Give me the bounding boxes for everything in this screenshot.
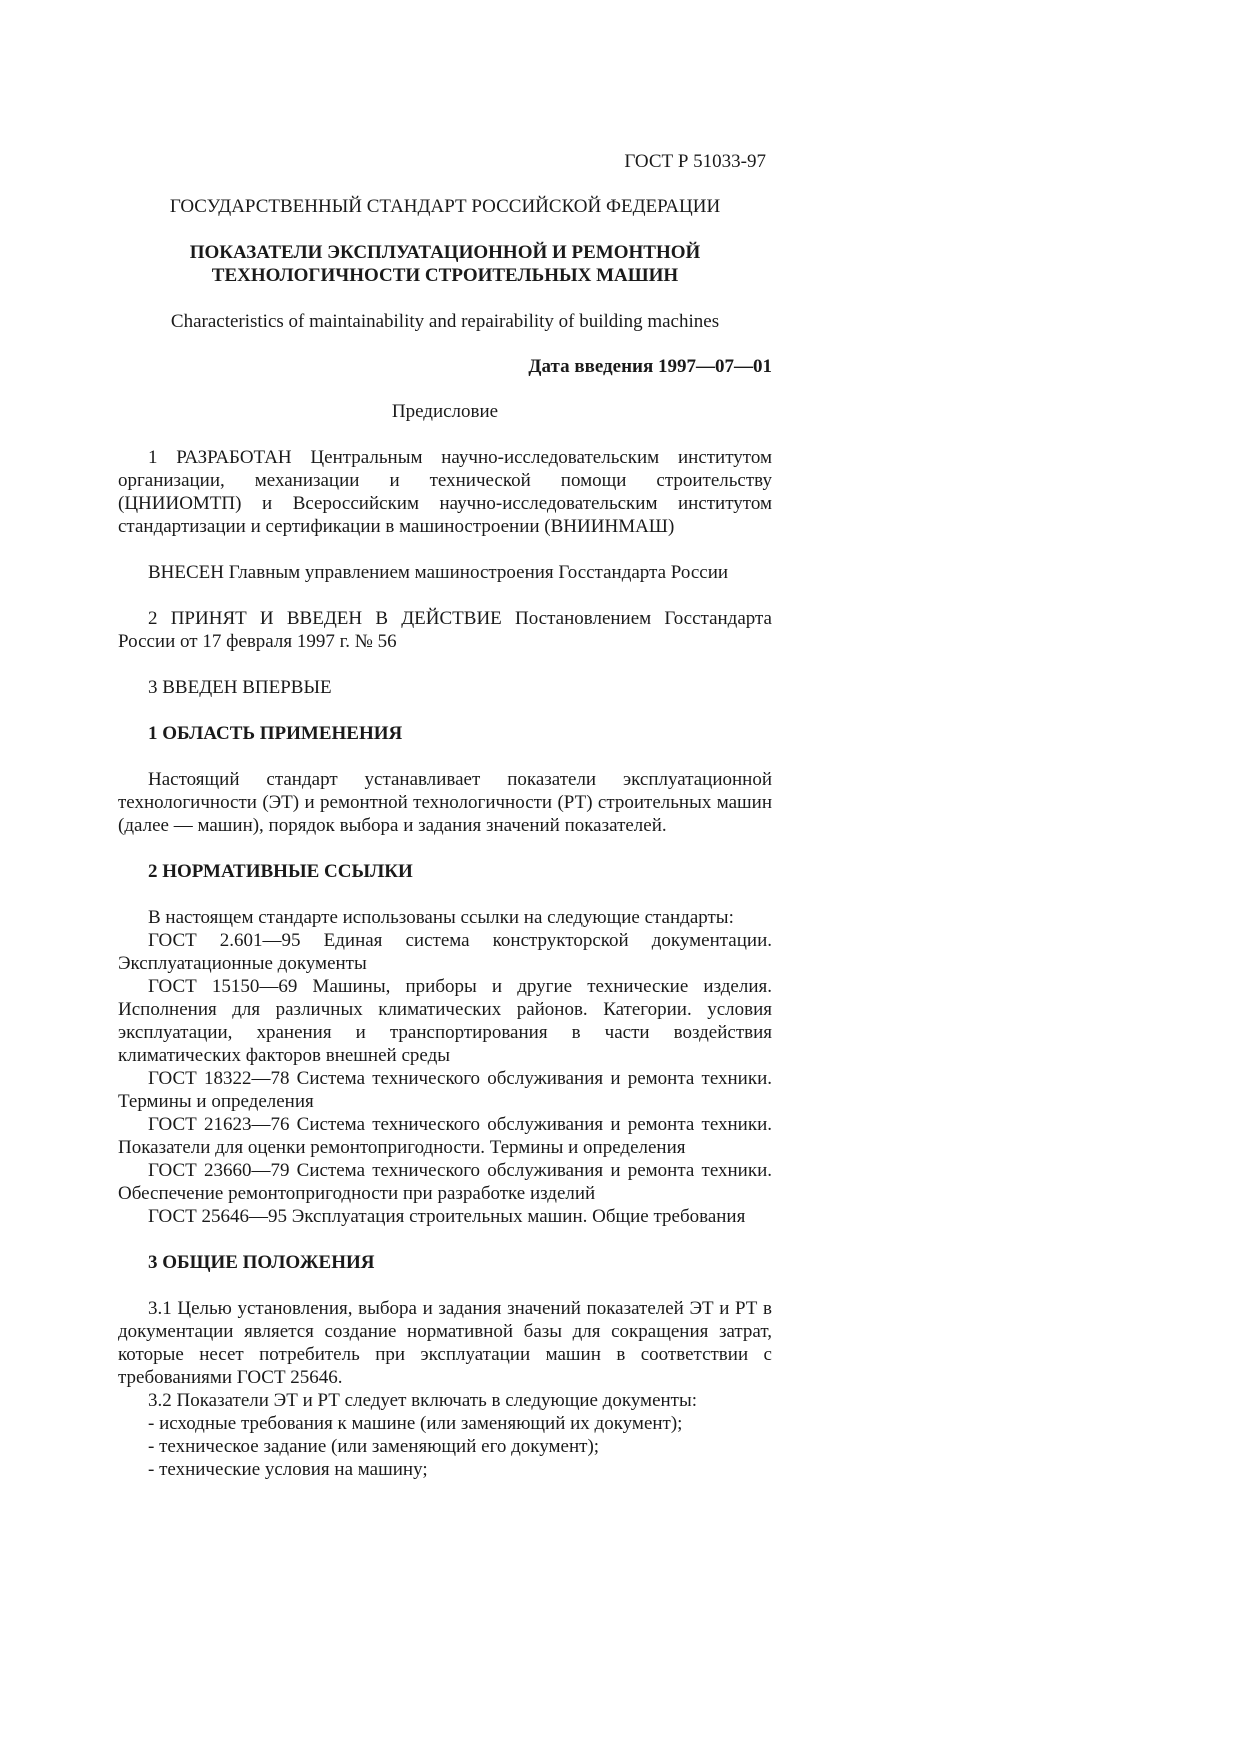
reference-item: ГОСТ 15150—69 Машины, приборы и другие технические изделия. Исполнения для различных климатических районов. Категории. условия эксплуатации, хранения и транспортирования в части воздействия климатических факторов внешней среды: [118, 976, 772, 1066]
section-3-paragraph-1: 3.1 Целью установления, выбора и задания значений показателей ЭТ и РТ в документации является создание нормативной базы для сокращения затрат, которые несет потребитель при эксплуатации машин в соответствии с требованиями ГОСТ 25646.: [118, 1298, 772, 1388]
english-title: Characteristics of maintainability and repairability of building machines: [170, 311, 720, 332]
reference-item: ГОСТ 25646—95 Эксплуатация строительных машин. Общие требования: [148, 1206, 746, 1227]
reference-item: ГОСТ 21623—76 Система технического обслуживания и ремонта техники. Показатели для оценки ремонтопригодности. Термины и определения: [118, 1114, 772, 1158]
reference-item: ГОСТ 23660—79 Система технического обслуживания и ремонта техники. Обеспечение ремонтопригодности при разработке изделий: [118, 1160, 772, 1204]
document-list-item: - исходные требования к машине (или заменяющий их документ);: [148, 1413, 683, 1434]
references-intro: В настоящем стандарте использованы ссылки на следующие стандарты:: [148, 907, 734, 928]
document-code: ГОСТ Р 51033-97: [624, 151, 766, 172]
document-list-item: - техническое задание (или заменяющий его документ);: [148, 1436, 600, 1457]
preface-heading: Предисловие: [391, 401, 499, 422]
normative-references: [118, 906, 772, 1228]
preface-paragraph-first-introduced: 3 ВВЕДЕН ВПЕРВЫЕ: [148, 677, 332, 698]
preface-paragraph-adopted: 2 ПРИНЯТ И ВВЕДЕН В ДЕЙСТВИЕ Постановлением Госстандарта России от 17 февраля 1997 г. № 56: [118, 608, 772, 652]
state-standard-line: ГОСУДАРСТВЕННЫЙ СТАНДАРТ РОССИЙСКОЙ ФЕДЕРАЦИИ: [169, 196, 721, 217]
reference-item: ГОСТ 18322—78 Система технического обслуживания и ремонта техники. Термины и определения: [118, 1068, 772, 1112]
document-page: [118, 150, 772, 1481]
introduction-date: Дата введения 1997—07—01: [528, 356, 772, 377]
title-line-1: ПОКАЗАТЕЛИ ЭКСПЛУАТАЦИОННОЙ И РЕМОНТНОЙ: [189, 242, 701, 263]
section-3-heading: 3 ОБЩИЕ ПОЛОЖЕНИЯ: [148, 1252, 375, 1273]
title-line-2: ТЕХНОЛОГИЧНОСТИ СТРОИТЕЛЬНЫХ МАШИН: [211, 265, 679, 286]
section-3-paragraph-2: 3.2 Показатели ЭТ и РТ следует включать в следующие документы:: [148, 1390, 698, 1411]
document-list-item: - технические условия на машину;: [148, 1459, 428, 1480]
section-3-body: [118, 1297, 772, 1481]
section-1-heading: 1 ОБЛАСТЬ ПРИМЕНЕНИЯ: [148, 723, 403, 744]
document-title: [118, 241, 772, 287]
reference-item: ГОСТ 2.601—95 Единая система конструкторской документации. Эксплуатационные документы: [118, 930, 772, 974]
preface-paragraph-submitted: ВНЕСЕН Главным управлением машиностроения Госстандарта России: [148, 562, 729, 583]
section-1-paragraph: Настоящий стандарт устанавливает показатели эксплуатационной технологичности (ЭТ) и ремонтной технологичности (РТ) строительных машин (далее — машин), порядок выбора и задания значений показателей.: [118, 769, 772, 836]
section-2-heading: 2 НОРМАТИВНЫЕ ССЫЛКИ: [148, 861, 413, 882]
preface-paragraph-developed: 1 РАЗРАБОТАН Центральным научно-исследовательским институтом организации, механизации и технической помощи строительству (ЦНИИОМТП) и Всероссийским научно-исследовательским институтом стандартизации и сертификации в машиностроении (ВНИИНМАШ): [118, 447, 772, 537]
